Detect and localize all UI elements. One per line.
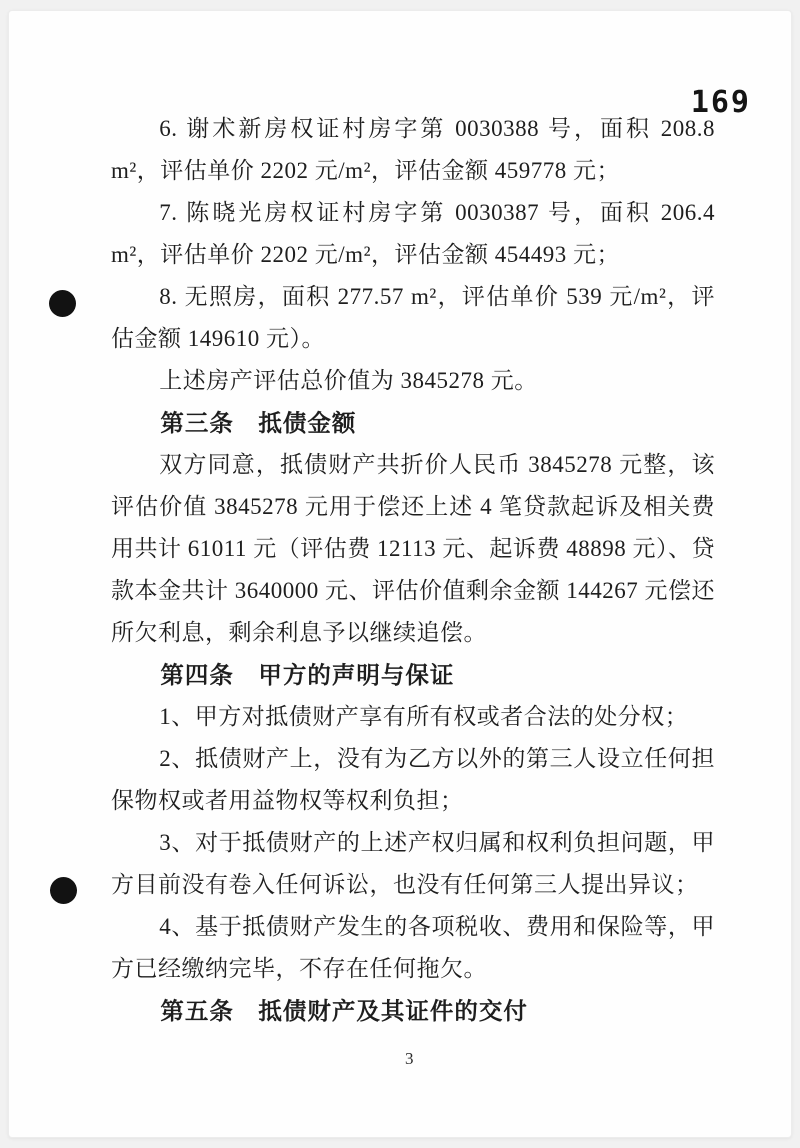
section-heading-article-3: 第三条 抵债金额: [160, 410, 357, 436]
binding-hole-icon: [50, 877, 77, 904]
paragraph-clause-4: 4、基于抵债财产发生的各项税收、费用和保险等，甲方已经缴纳完毕，不存在任何拖欠。: [111, 914, 715, 981]
paragraph-clause-2: 2、抵债财产上，没有为乙方以外的第三人设立任何担保物权或者用益物权等权利负担；: [111, 746, 715, 813]
scanned-document-page: [8, 10, 792, 1138]
paragraph-item-7: 7. 陈晓光房权证村房字第 0030387 号，面积 206.4 m²，评估单价 2202 元/m²，评估金额 454493 元；: [111, 200, 715, 267]
document-body: [111, 108, 715, 1032]
folio-number-stamp: 169: [690, 85, 751, 120]
paragraph-item-8: 8. 无照房，面积 277.57 m²，评估单价 539 元/m²，评估金额 149610 元）。: [111, 284, 715, 351]
binding-hole-icon: [49, 290, 76, 317]
section-heading-article-5: 第五条 抵债财产及其证件的交付: [160, 998, 528, 1024]
paragraph-clause-1: 1、甲方对抵债财产享有所有权或者合法的处分权；: [159, 704, 689, 729]
page-number: 3: [405, 1049, 414, 1068]
paragraph-clause-3: 3、对于抵债财产的上述产权归属和权利负担问题，甲方目前没有卷入任何诉讼，也没有任何第三人提出异议；: [111, 830, 715, 897]
section-heading-article-4: 第四条 甲方的声明与保证: [160, 662, 455, 688]
paragraph-article-3-body: 双方同意，抵债财产共折价人民币 3845278 元整，该评估价值 3845278 元用于偿还上述 4 笔贷款起诉及相关费用共计 61011 元（评估费 12113 元、起诉费 48898 元）、贷款本金共计 3640000 元、评估价值剩余金额 144267 元偿还所欠利息，剩余利息予以继续追偿。: [111, 452, 715, 645]
paragraph-item-6: 6. 谢术新房权证村房字第 0030388 号，面积 208.8 m²，评估单价 2202 元/m²，评估金额 459778 元；: [111, 116, 715, 183]
paragraph-total-value: 上述房产评估总价值为 3845278 元。: [159, 368, 538, 393]
